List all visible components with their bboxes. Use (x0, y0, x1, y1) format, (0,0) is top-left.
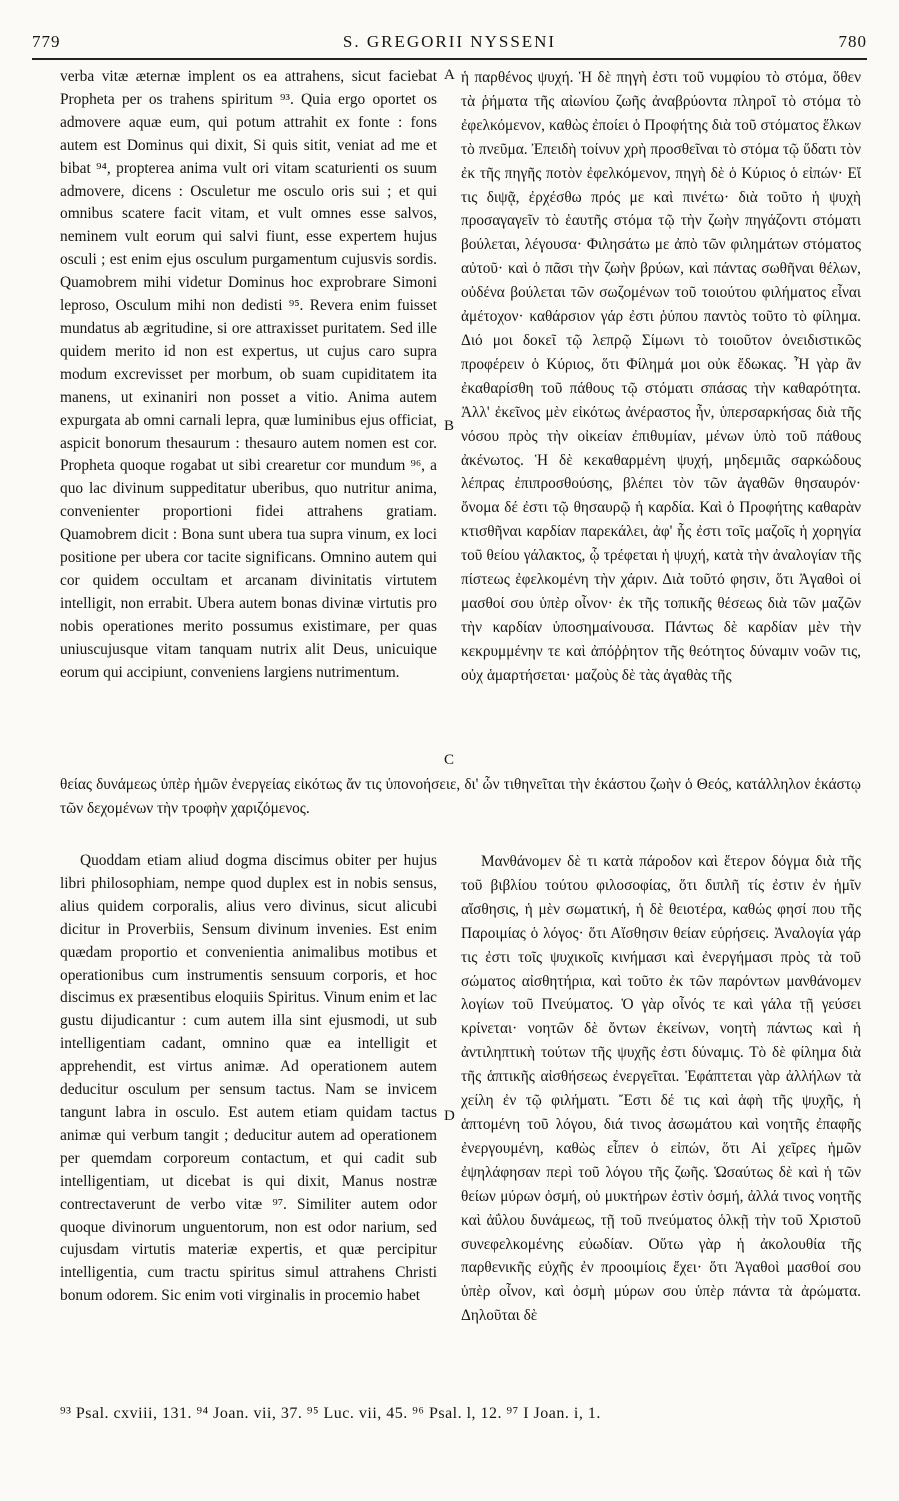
margin-letter-c: C (444, 752, 455, 768)
footnotes: ⁹³ Psal. cxviii, 131. ⁹⁴ Joan. vii, 37. ⁹⁵ Luc. vii, 45. ⁹⁶ Psal. l, 12. ⁹⁷ I Joan. i, 1. (60, 1405, 601, 1422)
latin-paragraph-2: Quoddam etiam aliud dogma discimus obiter per hujus libri philosophiam, nempe quod duplex est in nobis sensus, alius quidem corporalis, alius vero divinus, sicut alicubi dicitur in Proverbiis, Sensum divinum invenies. Est enim quædam proportio et convenientia animalibus motibus et operationibus cum instrumentis sensuum corporis, et hoc discimus ex præsentibus eloquiis Spiritus. Vinum enim et lac gustu dijudicantur : cum autem illa sint ejusmodi, ut sub intelligentiam cadant, omnino quæ ea intelligit et apprehendit, est virtus animæ. Ad operationem autem deducitur osculum per sensum tactus. Nam se invicem tangunt labra in osculo. Est autem etiam quidam tactus animæ qui verbum tangit ; deducitur autem ad operationem per quemdam corporeum contactum, et qui cadit sub intelligentiam, ut dicebat is qui dixit, Manus nostræ contrectaverunt de verbo vitæ ⁹⁷. Similiter autem odor quoque divinorum unguentorum, non est odor narium, sed cujusdam virtutis materiæ expertis, et quæ percipitur intelligentia, cum tractu spiritus simul attrahens Christi bonum odorem. Sic enim voti virginalis in procemio habet (60, 852, 437, 1305)
greek-spanning-text (60, 773, 861, 825)
header-rule (32, 58, 867, 60)
page-number-right: 780 (838, 32, 867, 51)
greek-column-bottom (461, 850, 861, 1388)
margin-letter-a: A (444, 67, 455, 83)
greek-paragraph: ἡ παρθένος ψυχή. Ἡ δὲ πηγὴ ἐστι τοῦ νυμφίου τὸ στόμα, ὅθεν τὰ ῥήματα τῆς αἰωνίου ζωῆς ἀναβρύοντα πληροῖ τὸ στόμα τὸ ἐφελκόμενον, καθὼς ἐποίει ὁ Προφήτης διὰ τοῦ στόματος ἕλκων τὸ πνεῦμα. Ἐπειδὴ τοίνυν χρὴ προσθεῖναι τὸ στόμα τῷ ὕδατι τὸν ἐκ τῆς πηγῆς ποτὸν ἐφελκόμενον, πηγὴ δὲ ὁ Κύριος ὁ εἰπών· Εἴ τις διψᾷ, ἐρχέσθω πρός με καὶ πινέτω· διὰ τοῦτο ἡ ψυχὴ προσαγαγεῖν τὸ ἑαυτῆς στόμα τῷ τὴν ζωὴν πηγάζοντι στόματι βούλεται, λέγουσα· Φιλησάτω με ἀπὸ τῶν φιλημάτων στόματος αὐτοῦ· καὶ ὁ πᾶσι τὴν ζωὴν βρύων, καὶ πάντας σωθῆναι θέλων, οὐδένα βούλεται τῶν σωζομένων τοῦ τοιούτου φιλήματος εἶναι ἀμέτοχον· καθάρσιον γάρ ἐστι ῥύπου παντὸς τοῦτο τὸ φίλημα. Διό μοι δοκεῖ τῷ λεπρῷ Σίμωνι τὸ τοιοῦτον ὀνειδιστικῶς προφέρειν ὁ Κύριος, ὅτι Φίλημά μοι οὐκ ἔδωκας. Ἦ γὰρ ἂν ἐκαθαρίσθη τοῦ πάθους τῷ στόματι σπάσας τὴν καθαρότητα. Ἀλλ' ἐκεῖνος μὲν εἰκότως ἀνέραστος ἦν, ὑπερσαρκήσας διὰ τῆς νόσου πρὸς τὴν οἰκείαν ἐπιθυμίαν, μένων ὑπὸ τοῦ πάθους ἀκένωτος. Ἡ δὲ κεκαθαρμένη ψυχή, μηδεμιᾶς σαρκώδους λέπρας ἐπιπροσθούσης, βλέπει τὸν τῶν ἀγαθῶν θησαυρόν· ὄνομα δέ ἐστι τῷ θησαυρῷ ἡ καρδία. Καὶ ὁ Προφήτης καθαρὰν κτισθῆναι καρδίαν παρεκάλει, ἀφ' ἧς ἐστι τοῖς μαζοῖς ἡ χορηγία τοῦ θείου γάλακτος, ᾧ τρέφεται ἡ ψυχή, κατὰ τὴν ἀναλογίαν τῆς πίστεως ἐφελκομένη τὴν χάριν. Διὰ τοῦτό φησιν, ὅτι Ἀγαθοὶ οἱ μασθοί σου ὑπὲρ οἶνον· ἐκ τῆς τοπικῆς θέσεως διὰ τῶν μαζῶν τὴν καρδίαν ὑποσημαίνουσα. Πάντως δὲ καρδίαν μὲν τὴν κεκρυμμένην τε καὶ ἀπόῤῥητον τῆς θεότητος δύναμιν νοῶν τις, οὐχ ἁμαρτήσεται· μαζοὺς δὲ τὰς ἀγαθὰς τῆς (461, 69, 861, 684)
margin-letter-b: B (444, 418, 455, 434)
latin-column-top (60, 66, 437, 770)
running-header (32, 32, 867, 56)
margin-letter-d: D (444, 1108, 455, 1124)
running-title: S. GREGORII NYSSENI (342, 32, 557, 51)
page-number-left: 779 (32, 32, 61, 51)
greek-column-top (461, 66, 861, 830)
latin-column-bottom (60, 850, 437, 1388)
latin-paragraph: verba vitæ æternæ implent os ea attrahens, sicut faciebat Propheta per os trahens spiritum ⁹³. Quia ergo oportet os admovere aquæ eum, qui potum attrahit ex fonte : fons autem est Dominus qui dixit, Si quis sitit, veniat ad me et bibat ⁹⁴, propterea anima vult ori vitam scaturienti os suum admovere, dicens : Osculetur me osculo oris sui ; et qui omnibus scatere facit vitam, et vult omnes esse salvos, neminem vult eorum qui salvi fiunt, esse expertem hujus osculi ; est enim ejus osculum purgamentum cujusvis sordis. Quamobrem mihi videtur Dominus hoc exprobrare Simoni leproso, Osculum mihi non dedisti ⁹⁵. Revera enim fuisset mundatus ab ægritudine, si ore attraxisset puritatem. Sed ille quidem merito id non est expertus, ut cujus caro supra modum excrevisset per morbum, ob suam cupiditatem ita manens, ut exinaniri non posset a vitio. Anima autem expurgata ab omni carnali lepra, quæ luminibus ejus officiat, aspicit bonorum thesaurum : thesauro autem nomen est cor. Propheta quoque rogabat ut sibi crearetur cor mundum ⁹⁶, a quo lac divinum suppeditatur uberibus, quo nutritur anima, convenienter proportioni fidei attrahens gratiam. Quamobrem dicit : Bona sunt ubera tua supra vinum, ex loci positione per ubera cor tacite significans. Omnino autem qui cor quidem occultam et arcanam divinitatis virtutem intelligit, non errabit. Ubera autem bonas divinæ virtutis pro nobis operationes merito possumus existimare, per quas uniuscujusque vitam tanquam nutrix alit Deus, unicuique eorum qui accipiunt, conveniens largiens nutrimentum. (60, 68, 437, 681)
greek-span-paragraph: θείας δυνάμεως ὑπὲρ ἡμῶν ἐνεργείας εἰκότως ἄν τις ὑπονοήσειε, δι' ὧν τιθηνεῖται τὴν ἑκάστου ζωὴν ὁ Θεός, κατάλληλον ἑκάστῳ τῶν δεχομένων τὴν τροφὴν χαριζόμενος. (60, 776, 861, 817)
greek-paragraph-2: Μανθάνομεν δὲ τι κατὰ πάροδον καὶ ἕτερον δόγμα διὰ τῆς τοῦ βιβλίου τούτου φιλοσοφίας, ὅτι διπλῆ τίς ἐστιν ἐν ἡμῖν αἴσθησις, ἡ μὲν σωματική, ἡ δὲ θειοτέρα, καθώς φησί που τῆς Παροιμίας ὁ λόγος· ὅτι Αἴσθησιν θείαν εὑρήσεις. Ἀναλογία γάρ τις ἐστι τοῖς ψυχικοῖς κινήμασι καὶ ἐνεργήμασι πρὸς τὰ τοῦ σώματος αἰσθητήρια, καὶ τοῦτο ἐκ τῶν παρόντων μανθάνομεν λογίων τοῦ Πνεύματος. Ὁ γὰρ οἶνός τε καὶ γάλα τῇ γεύσει κρίνεται· νοητῶν δὲ ὄντων ἐκείνων, νοητὴ πάντως καὶ ἡ ἀντιληπτικὴ τούτων τῆς ψυχῆς ἐστι δύναμις. Τὸ δὲ φίλημα διὰ τῆς ἁπτικῆς αἰσθήσεως ἐνεργεῖται. Ἐφάπτεται γὰρ ἀλλήλων τὰ χείλη ἐν τῷ φιλήματι. Ἔστι δέ τις καὶ ἁφὴ τῆς ψυχῆς, ἡ ἁπτομένη τοῦ λόγου, διά τινος ἀσωμάτου καὶ νοητῆς ἐπαφῆς ἐνεργουμένη, καθὼς εἶπεν ὁ εἰπών, ὅτι Αἱ χεῖρες ἡμῶν ἐψηλάφησαν περὶ τοῦ λόγου τῆς ζωῆς. Ὡσαύτως δὲ καὶ ἡ τῶν θείων μύρων ὀσμή, οὐ μυκτήρων ἐστὶν ὀσμή, ἀλλά τινος νοητῆς καὶ ἀΰλου δυνάμεως, τῇ τοῦ πνεύματος ὁλκῇ τὴν τοῦ Χριστοῦ συνεφελκομένης εὐωδίαν. Οὕτω γὰρ ἡ ἀκολουθία τῆς παρθενικῆς εὐχῆς ἐν προοιμίοις ἔχει· ὅτι Ἀγαθοὶ μασθοί σου ὑπὲρ οἶνον, καὶ ὀσμὴ μύρων σου ὑπὲρ πάντα τὰ ἀρώματα. Δηλοῦται δὲ (461, 853, 861, 1325)
